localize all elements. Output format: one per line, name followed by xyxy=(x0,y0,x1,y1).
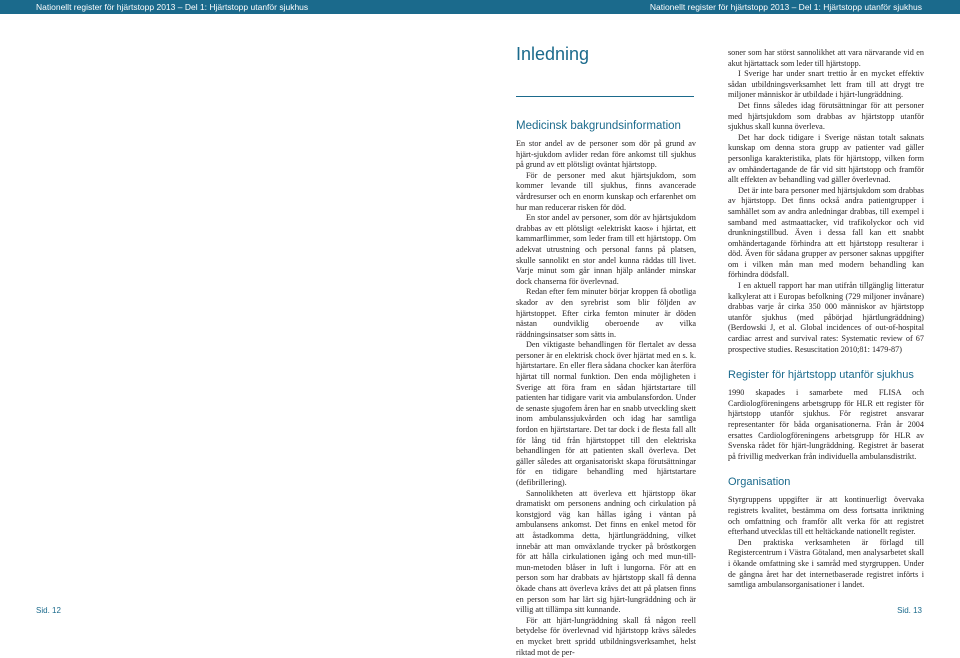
paragraph: Det finns således idag förutsättningar för att personer med hjärtsjukdom som drabbas av hjärtstopp utanför sjukhus skall kunna överleva. xyxy=(728,100,924,132)
paragraph: En stor andel av personer, som dör av hjärtsjukdom drabbas av ett plötsligt «elektriskt kaos» i hjärtat, ett kammarflimmer, som leder fram till ett hjärtstopp. Om adekvat utrustning och personal fanns på platsen, skulle sannolikt en stor andel kunna räddas till livet. Varje minut som går innan hjälp anländer minskar dock chanserna för överlevnad. xyxy=(516,213,696,286)
section-heading-bakgrund: Medicinsk bakgrundsinformation xyxy=(516,120,681,132)
paragraph: För att hjärt-lungräddning skall få någon reell betydelse för överlevnad vid hjärtstopp krävs således en mycket brett spridd utbildningsverksamhet, helst riktad mot de per- xyxy=(516,615,696,657)
paragraph: Den viktigaste behandlingen för flertalet av dessa personer är en elektrisk chock över hjärtat med en s. k. hjärtstartare. En eller flera sådana chocker kan återföra hjärtat till normal funktion. Den enda möjligheten i Sverige att föra fram en sådan hjärtstartare till patienten har tidigare varit via ambulansfordon. Under de senaste sjugofem åren har en snabb utveckling skett inom ambulanssjukvården och idag har samtliga fordon en hjärtstartare. Det tar dock i de flesta fall allt för lång tid från hjärtstoppet till den elektriska behandlingen för att patienten skall överleva. Det gäller således att organisatoriskt skapa förutsättningar för en tidigare behandling med hjärtstartare (defibrillering). xyxy=(516,340,696,487)
paragraph: Det har dock tidigare i Sverige nästan totalt saknats kunskap om denna stora grupp av patienter vad gäller personliga karakteristika, plats för hjärtstopp, vilken form av omhändertagande de får vid sitt hjärtstopp och framför allt effekten av behandling vad gäller överlevnad. xyxy=(728,132,924,185)
paragraph: Sannolikheten att överleva ett hjärtstopp ökar dramatiskt om personens andning och cirkulation på konstgjord väg kan hållas igång i väntan på ambulansens ankomst. Det finns en enkel metod för att åstadkomma detta, hjärtlungräddning, vilket innebär att man omväxlande trycker på bröstkorgen för att hålla cirkulationen igång och med mun-till-mun-metoden blåser in luft i lungorna. För att en person som har drabbats av hjärtstopp skall få denna ökade chans att överleva krävs det att på platsen finns en person som har lärt sig hjärt-lungräddning och är villig att tillämpa sitt kunnande. xyxy=(516,488,696,615)
column-left xyxy=(516,120,696,658)
header-right-text: Nationellt register för hjärtstopp 2013 – Del 1: Hjärtstopp utanför sjukhus xyxy=(649,2,922,12)
paragraph: Redan efter fem minuter börjar kroppen få obotliga skador av den syrebrist som blir följden av hjärtstoppet. Efter cirka femton minuter är döden nästan oundviklig oberoende av vilka räddningsinsatser som sätts in. xyxy=(516,287,696,339)
column-right xyxy=(728,48,924,591)
paragraph: Styrgruppens uppgifter är att kontinuerligt övervaka registrets kvalitet, bestämma om dess fortsatta inriktning och omfattning och framför allt verka för att registret efterhand utvecklas till ett heltäckande nationellt register. xyxy=(728,495,924,537)
page-number-right: Sid. 13 xyxy=(897,606,922,615)
paragraph: 1990 skapades i samarbete med FLISA och Cardiologföreningens arbetsgrupp för HLR ett register för hjärtstopp utanför sjukhus. För registret ansvarar representanter för båda organisationerna. Från år 2004 ersattes Cardiologföreningens arbetsgrupp för HLR av Svenska rådet för hjärt-lungräddning. Registret är baserat på frivillig medverkan från individuella ambulansdistrikt. xyxy=(728,388,924,461)
page-number-left: Sid. 12 xyxy=(36,606,61,615)
paragraph: En stor andel av de personer som dör på grund av hjärt-sjukdom avlider redan före ankomst till sjukhus på grund av ett plötsligt oväntat hjärtstopp. xyxy=(516,139,696,170)
paragraph: soner som har störst sannolikhet att vara närvarande vid en akut hjärtattack som leder till hjärtstopp. xyxy=(728,48,924,68)
section-heading-register: Register för hjärtstopp utanför sjukhus xyxy=(728,369,914,382)
paragraph: Den praktiska verksamheten är förlagd till Registercentrum i Västra Götaland, men analysarbetet skall i ökande omfattning ske i samråd med styrgruppen. Under de gångna året har det internetbaserade registret införts i samtliga ambulansorganisationer i landet. xyxy=(728,537,924,590)
paragraph: För de personer med akut hjärtsjukdom, som kommer levande till sjukhus, finns avancerade vårdresurser och en enorm kunskap och erfarenhet om hur man reducerar risken för död. xyxy=(516,170,696,212)
chapter-title: Inledning xyxy=(516,44,590,64)
paragraph: I en aktuell rapport har man utifrån tillgänglig litteratur kalkylerat att i Europas befolkning (729 miljoner invånare) drabbas varje år cirka 350 000 människor av hjärtstopp utanför sjukhus (med påbörjad hjärtlungräddning) (Berdowski J, et al. Global incidences of out-of-hospital cardiac arrest and survival rates: Systematic review of 67 prospective studies. Resuscitation 2010;81: 1479-87) xyxy=(728,281,924,354)
header-left-text: Nationellt register för hjärtstopp 2013 – Del 1: Hjärtstopp utanför sjukhus xyxy=(36,2,309,12)
running-header xyxy=(0,0,960,14)
title-rule xyxy=(516,96,694,97)
section-heading-organisation: Organisation xyxy=(728,476,791,489)
paragraph: Det är inte bara personer med hjärtsjukdom som drabbas av hjärtstopp. Det finns också andra patientgrupper i samhället som av andra anledningar drabbas, till exempel i samband med astmaattacker, vid trafikolyckor och vid drunkningstillbud. Även i dessa fall kan ett snabbt omhändertagande förhindra att ett hjärtstopp resulterar i död. Även för sådana grupper av personer saknas uppgifter om i vilken mån man med modern behandling kan förhindra dödsfall. xyxy=(728,185,924,280)
paragraph: I Sverige har under snart trettio år en mycket effektiv sådan utbildningsverksamhet lett fram till att drygt tre miljoner människor är utbildade i hjärt-lungräddning. xyxy=(728,69,924,100)
